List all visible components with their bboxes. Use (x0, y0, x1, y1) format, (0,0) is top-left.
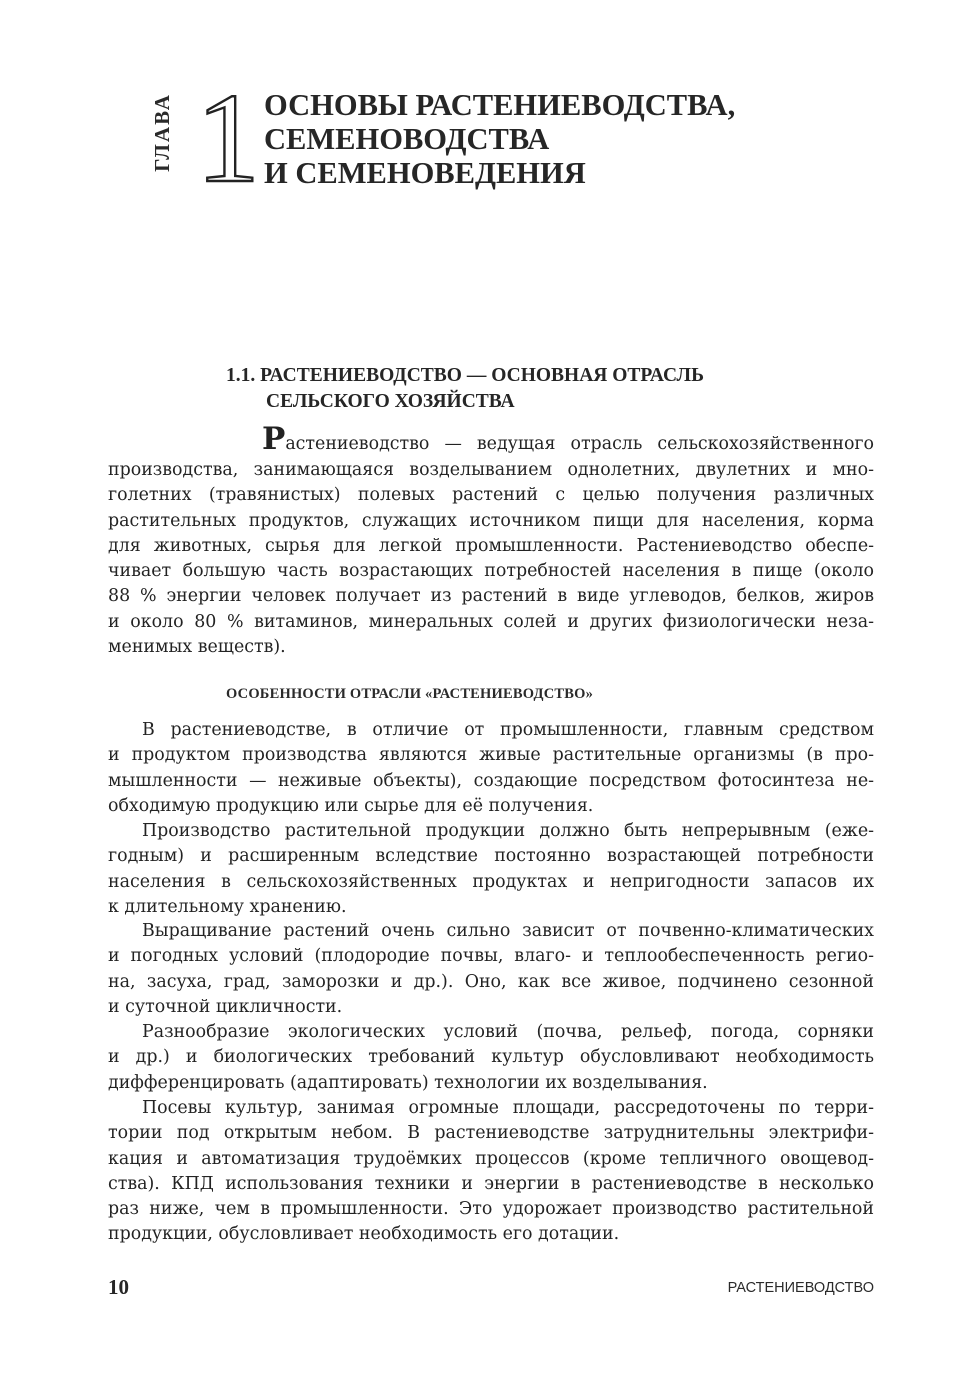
text-line: обходимую продукцию или сырье для её получения. (108, 795, 594, 816)
chapter-title-line: СЕМЕНОВОДСТВА (264, 122, 550, 156)
text-line: кация и автоматизация трудоёмких процессов (кроме тепличного овощевод- (108, 1148, 874, 1169)
paragraph (108, 819, 874, 920)
chapter-number: 1 (196, 67, 260, 209)
text-line: производства, занимающаяся возделыванием однолетних, двулетних и мно- (108, 460, 874, 480)
running-title: РАСТЕНИЕВОДСТВО (727, 1280, 874, 1296)
page-number: 10 (108, 1275, 129, 1299)
text-line: мышленности — неживые объекты), создающие посредством фотосинтеза не- (108, 770, 874, 791)
text-line: Выращивание растений очень сильно зависит от почвенно-климатических (142, 921, 874, 941)
intro-paragraph (108, 458, 874, 660)
text-line: и около 80 % витаминов, минеральных солей и других физиологически неза- (108, 611, 874, 632)
text-line: тории под открытым небом. В растениеводстве затруднительны электрифи- (108, 1123, 874, 1144)
text-line: 88 % энергии человек получает из растений в виде углеводов, белков, жиров (108, 586, 874, 607)
chapter-title (264, 88, 864, 190)
text-line: менимых веществ). (108, 637, 286, 658)
text-line: и погодных условий (плодородие почвы, влаго- и теплообеспеченность регио- (108, 946, 874, 967)
section-heading-line: СЕЛЬСКОГО ХОЗЯЙСТВА (266, 391, 515, 412)
text-line: к длительному хранению. (108, 896, 347, 917)
text-line: Разнообразие экологических условий (почва, рельеф, погода, сорняки (142, 1022, 874, 1042)
text-line: дифференцировать (адаптировать) технологии их возделывания. (108, 1072, 708, 1093)
text-line: продукции, обусловливает необходимость его дотации. (108, 1224, 620, 1245)
text-line: для животных, сырья для легкой промышленности. Растениеводство обеспе- (108, 535, 874, 556)
text-line: раз ниже, чем в промышленности. Это удорожает производство растительной (108, 1199, 874, 1220)
section-heading-line: 1.1. РАСТЕНИЕВОДСТВО — ОСНОВНАЯ ОТРАСЛЬ (226, 365, 704, 386)
paragraph (108, 1020, 874, 1096)
intro-first-line-text: астениеводство — ведущая отрасль сельскохозяйственного (285, 434, 874, 454)
chapter-label (132, 92, 192, 172)
chapter-title-line: ОСНОВЫ РАСТЕНИЕВОДСТВА, (264, 88, 736, 122)
text-line: годным) и расширенным вследствие постоянно возрастающей потребности (108, 846, 874, 867)
drop-cap: Р (262, 421, 286, 457)
chapter-label-text: ГЛАВА (149, 92, 174, 172)
text-line: голетних (травянистых) полевых растений с целью получения различных (108, 485, 874, 506)
text-line: Производство растительной продукции должно быть непрерывным (еже- (142, 821, 874, 841)
text-line: населения в сельскохозяйственных продуктах и непригодности запасов их (108, 871, 874, 892)
text-line: на, засуха, град, заморозки и др.). Оно, как все живое, подчинено сезонной (108, 971, 874, 992)
text-line: и суточной цикличности. (108, 996, 343, 1017)
text-line: чивает большую часть возрастающих потребностей населения в пище (около (108, 561, 874, 582)
section-heading (226, 363, 866, 415)
text-line: ства). КПД использования техники и энергии в растениеводстве в несколько (108, 1173, 874, 1194)
text-line: и продуктом производства являются живые растительные организмы (в про- (108, 745, 874, 766)
paragraph (108, 718, 874, 819)
text-line: и др.) и биологических требований культур обусловливают необходимость (108, 1047, 874, 1068)
paragraph (108, 919, 874, 1020)
text-line: растительных продуктов, служащих источником пищи для населения, корма (108, 510, 874, 531)
chapter-title-line: И СЕМЕНОВЕДЕНИЯ (264, 156, 586, 190)
intro-first-line (262, 421, 874, 457)
text-line: Посевы культур, занимая огромные площади, рассредоточены по терри- (142, 1098, 874, 1118)
paragraph (108, 1096, 874, 1248)
subheading: ОСОБЕННОСТИ ОТРАСЛИ «РАСТЕНИЕВОДСТВО» (226, 686, 594, 702)
text-line: В растениеводстве, в отличие от промышленности, главным средством (142, 720, 874, 740)
